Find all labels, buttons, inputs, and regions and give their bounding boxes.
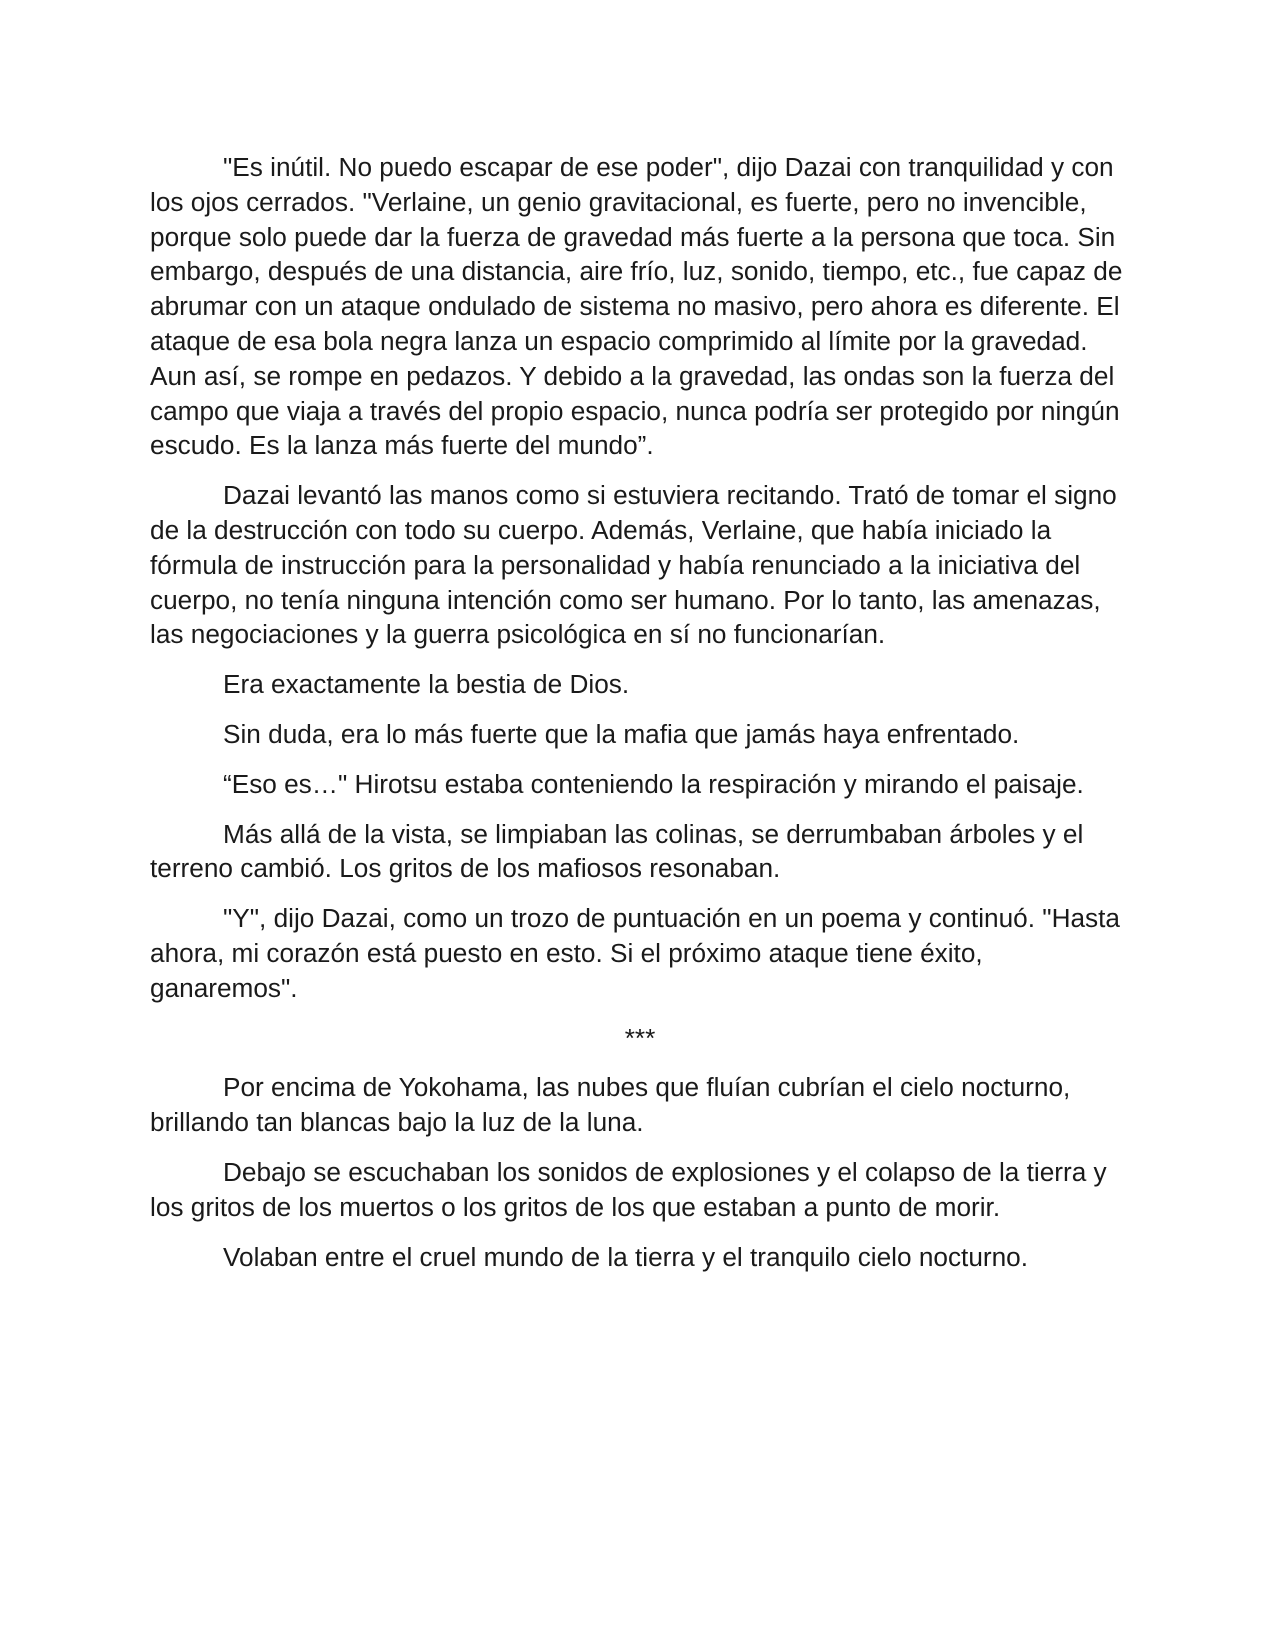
- paragraph-5: “Eso es…" Hirotsu estaba conteniendo la respiración y mirando el paisaje.: [223, 768, 1084, 799]
- paragraph-2: Dazai levantó las manos como si estuviera recitando. Trató de tomar el signo de la destrucción con todo su cuerpo. Además, Verlaine, que había iniciado la fórmula de instrucción para la personalidad y había renunciado a la iniciativa del cuerpo, no tenía ninguna intención como ser humano. Por lo tanto, las amenazas, las negociaciones y la guerra psicológica en sí no funcionarían.: [150, 480, 1117, 650]
- paragraph-8: Por encima de Yokohama, las nubes que fluían cubrían el cielo nocturno, brillando tan blancas bajo la luz de la luna.: [150, 1072, 1071, 1138]
- paragraph-3: Era exactamente la bestia de Dios.: [223, 669, 630, 700]
- paragraph-6: Más allá de la vista, se limpiaban las colinas, se derrumbaban árboles y el terreno cambió. Los gritos de los mafiosos resonaban.: [150, 818, 1084, 884]
- scene-separator: ***: [624, 1022, 656, 1053]
- paragraph-7: "Y", dijo Dazai, como un trozo de puntuación en un poema y continuó. "Hasta ahora, mi corazón está puesto en esto. Si el próximo ataque tiene éxito, ganaremos".: [150, 903, 1120, 1003]
- paragraph-4: Sin duda, era lo más fuerte que la mafia que jamás haya enfrentado.: [223, 718, 1020, 749]
- paragraph-10: Volaban entre el cruel mundo de la tierra y el tranquilo cielo nocturno.: [223, 1241, 1029, 1272]
- paragraph-9: Debajo se escuchaban los sonidos de explosiones y el colapso de la tierra y los gritos de los muertos o los gritos de los que estaban a punto de morir.: [150, 1156, 1107, 1222]
- paragraph-1: "Es inútil. No puedo escapar de ese poder", dijo Dazai con tranquilidad y con los ojos cerrados. "Verlaine, un genio gravitacional, es fuerte, pero no invencible, porque solo puede dar la fuerza de gravedad más fuerte a la persona que toca. Sin embargo, después de una distancia, aire frío, luz, sonido, tiempo, etc., fue capaz de abrumar con un ataque ondulado de sistema no masivo, pero ahora es diferente. El ataque de esa bola negra lanza un espacio comprimido al límite por la gravedad. Aun así, se rompe en pedazos. Y debido a la gravedad, las ondas son la fuerza del campo que viaja a través del propio espacio, nunca podría ser protegido por ningún escudo. Es la lanza más fuerte del mundo”.: [150, 152, 1123, 461]
- document-page: [150, 150, 1130, 1289]
